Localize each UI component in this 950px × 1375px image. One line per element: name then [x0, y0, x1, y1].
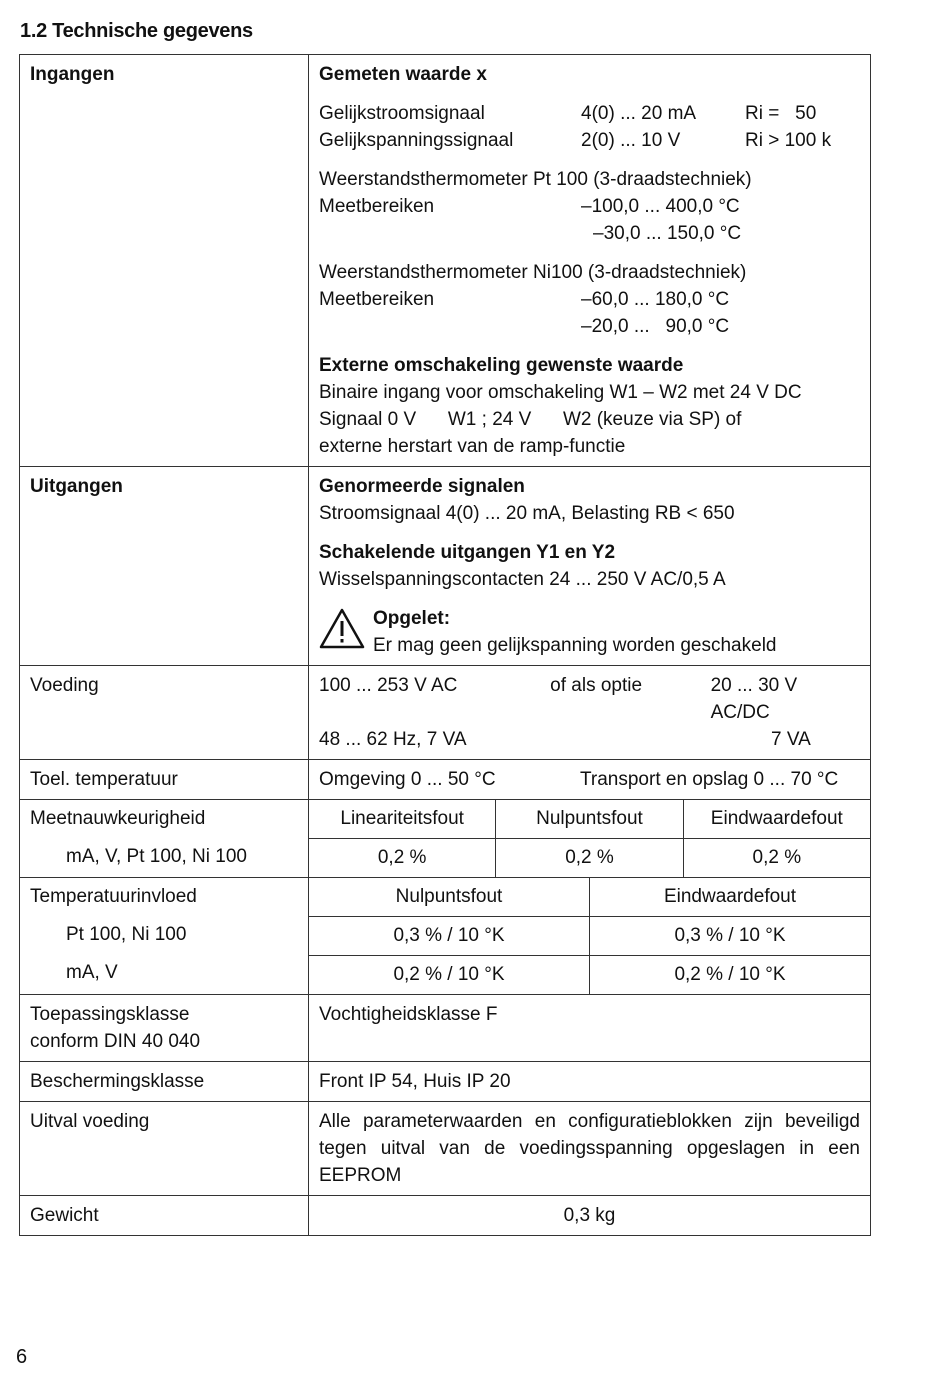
application-class-cell: Vochtigheidsklasse F [309, 995, 871, 1062]
row-label: Temperatuurinvloed Pt 100, Ni 100 mA, V [20, 878, 309, 995]
weight-cell: 0,3 kg [309, 1196, 871, 1236]
table-cell: 0,2 % / 10 °K [309, 956, 590, 995]
table-cell: 0,2 % [683, 839, 870, 878]
row-label: Voeding [20, 666, 309, 760]
page-number: 6 [16, 1346, 28, 1368]
warning-text: Er mag geen gelijkspanning worden geschakeld [373, 635, 777, 656]
row-label: Ingangen [20, 55, 309, 467]
table-header: Nulpuntsfout [309, 878, 590, 917]
row-label: Meetnauwkeurigheid mA, V, Pt 100, Ni 100 [20, 800, 309, 878]
external-block: Externe omschakeling gewenste waarde Binaire ingang voor omschakeling W1 – W2 met 24 V DC Signaal 0 V W1 ; 24 V W2 (keuze via SP) of externe herstart van de ramp-functie [319, 355, 802, 457]
table-cell: 0,3 % / 10 °K [590, 917, 871, 956]
row-label: Toepassingsklasse conform DIN 40 040 [20, 995, 309, 1062]
pt100-block: Weerstandsthermometer Pt 100 (3-draadstechniek) Meetbereiken –100,0 ... 400,0 °C –30,0 ... 150,0 °C [319, 169, 752, 244]
warning-note [319, 605, 860, 659]
table-row [20, 878, 871, 995]
table-cell: 0,3 % / 10 °K [309, 917, 590, 956]
list-item: Gelijkstroomsignaal 4(0) ... 20 mA Ri = 50 [319, 103, 817, 124]
outputs-cell: Genormeerde signalen Stroomsignaal 4(0) ... 20 mA, Belasting RB < 650 Schakelende uitgangen Y1 en Y2 Wisselspanningscontacten 24 ... 250 V AC/0,5 A Opgelet: Er mag geen gelijkspanning worden geschakeld [309, 467, 871, 666]
measured-title: Gemeten waarde x [319, 64, 487, 85]
row-label: Gewicht [20, 1196, 309, 1236]
table-row [20, 800, 871, 878]
row-label: Uitgangen [20, 467, 309, 666]
table-cell: 0,2 % [309, 839, 496, 878]
table-header: Eindwaardefout [590, 878, 871, 917]
temp-influence-cell [309, 878, 871, 995]
supply-cell: 100 ... 253 V AC of als optie 20 ... 30 V AC/DC 48 ... 62 Hz, 7 VA 7 VA [309, 666, 871, 760]
ni100-block: Weerstandsthermometer Ni100 (3-draadstechniek) Meetbereiken –60,0 ... 180,0 °C –20,0 ... 90,0 °C [319, 262, 747, 337]
spec-table [19, 54, 871, 1236]
table-row [20, 995, 871, 1062]
list-item: Gelijkspanningssignaal 2(0) ... 10 V Ri > 100 k [319, 130, 832, 151]
warning-title: Opgelet: [373, 608, 451, 629]
table-row [20, 666, 871, 760]
power-failure-cell: Alle parameterwaarden en configuratieblokken zijn beveiligd tegen uitval van de voedingsspanning opgeslagen in een EEPROM [309, 1102, 871, 1196]
table-row [20, 760, 871, 800]
warning-icon [319, 607, 365, 649]
table-row [20, 1196, 871, 1236]
protection-cell: Front IP 54, Huis IP 20 [309, 1062, 871, 1102]
table-row [20, 1062, 871, 1102]
section-heading: 1.2 Technische gegevens [20, 20, 253, 42]
table-row [20, 467, 871, 666]
table-row [20, 1102, 871, 1196]
row-label: Toel. temperatuur [20, 760, 309, 800]
table-row [20, 55, 871, 467]
row-label: Beschermingsklasse [20, 1062, 309, 1102]
accuracy-cell [309, 800, 871, 878]
table-header: Lineariteitsfout [309, 800, 496, 839]
temperature-cell: Omgeving 0 ... 50 °C Transport en opslag 0 ... 70 °C [309, 760, 871, 800]
table-cell: 0,2 % [496, 839, 683, 878]
row-label: Uitval voeding [20, 1102, 309, 1196]
inputs-cell [309, 55, 871, 467]
table-header: Nulpuntsfout [496, 800, 683, 839]
signals-block [319, 100, 860, 154]
table-header: Eindwaardefout [683, 800, 870, 839]
table-cell: 0,2 % / 10 °K [590, 956, 871, 995]
